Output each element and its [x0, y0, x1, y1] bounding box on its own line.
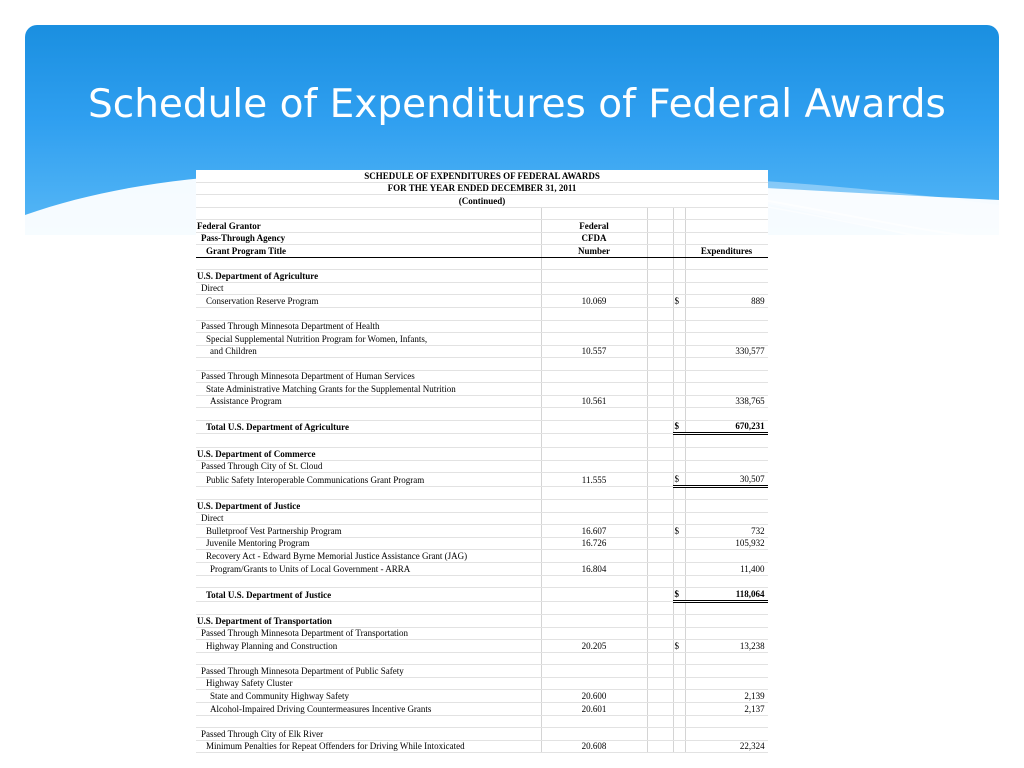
cfda-number-cell [541, 434, 647, 448]
table-row [196, 282, 768, 295]
program-title-cell [196, 486, 541, 500]
table-row [196, 512, 768, 525]
table-row [196, 395, 768, 408]
expenditure-amount-cell: 13,238 [685, 640, 768, 653]
cfda-number-cell [541, 500, 647, 513]
cfda-number-cell [541, 460, 647, 473]
blank-cell [685, 232, 768, 245]
schedule-table [196, 170, 768, 753]
blank-cell [647, 512, 673, 525]
program-title-cell: Direct [196, 282, 541, 295]
program-title-cell: Passed Through Minnesota Department of Transportation [196, 627, 541, 640]
blank-row [196, 434, 768, 448]
blank-row [196, 257, 768, 270]
expenditure-amount-cell: 732 [685, 525, 768, 538]
cfda-number-cell [541, 677, 647, 690]
program-title-cell: Passed Through Minnesota Department of Health [196, 320, 541, 333]
blank-cell [647, 550, 673, 563]
blank-cell [647, 383, 673, 396]
expenditure-amount-cell [685, 358, 768, 371]
cfda-number-cell [541, 270, 647, 283]
table-row [196, 562, 768, 575]
program-title-cell [196, 715, 541, 728]
dollar-sign-cell [673, 408, 685, 421]
blank-cell [647, 640, 673, 653]
blank-row [196, 652, 768, 665]
dollar-sign-cell [673, 512, 685, 525]
expenditure-amount-cell [685, 448, 768, 461]
expenditure-amount-cell [685, 370, 768, 383]
sheet-heading: (Continued) [196, 195, 768, 208]
program-title-cell [196, 601, 541, 615]
blank-row [196, 575, 768, 588]
table-row [196, 702, 768, 715]
table-row [196, 677, 768, 690]
program-title-cell [196, 575, 541, 588]
blank-cell [647, 728, 673, 741]
table-row [196, 728, 768, 741]
expenditure-amount-cell: 2,139 [685, 690, 768, 703]
sheet-heading-row [196, 182, 768, 195]
blank-cell [647, 320, 673, 333]
blank-cell [647, 370, 673, 383]
blank-cell [647, 562, 673, 575]
dollar-sign-cell [673, 320, 685, 333]
cfda-number-cell [541, 308, 647, 321]
expenditure-amount-cell [685, 408, 768, 421]
dollar-sign-cell [673, 434, 685, 448]
table-row [196, 270, 768, 283]
dollar-sign-cell [673, 627, 685, 640]
dollar-sign-cell [673, 333, 685, 346]
expenditure-amount-cell [685, 500, 768, 513]
blank-cell [673, 245, 685, 258]
cfda-number-cell [541, 383, 647, 396]
blank-cell [647, 473, 673, 487]
blank-row [196, 308, 768, 321]
cfda-number-cell [541, 512, 647, 525]
dollar-sign-cell [673, 308, 685, 321]
table-row [196, 383, 768, 396]
expenditure-amount-cell [685, 282, 768, 295]
sheet-heading: FOR THE YEAR ENDED DECEMBER 31, 2011 [196, 182, 768, 195]
blank-cell [647, 270, 673, 283]
expenditure-amount-cell: 338,765 [685, 395, 768, 408]
blank-cell [647, 232, 673, 245]
dollar-sign-cell [673, 575, 685, 588]
blank-cell [647, 677, 673, 690]
cfda-number-cell [541, 448, 647, 461]
blank-cell [673, 257, 685, 270]
table-row [196, 525, 768, 538]
cfda-number-cell [541, 320, 647, 333]
dollar-sign-cell [673, 270, 685, 283]
blank-cell [673, 232, 685, 245]
blank-cell [647, 627, 673, 640]
table-row [196, 460, 768, 473]
blank-cell [541, 257, 647, 270]
blank-cell [647, 702, 673, 715]
blank-cell [647, 575, 673, 588]
schedule-table-body [196, 170, 768, 753]
cfda-number-cell: 20.205 [541, 640, 647, 653]
cfda-number-cell: 10.561 [541, 395, 647, 408]
blank-cell [647, 333, 673, 346]
table-row [196, 295, 768, 308]
table-row [196, 615, 768, 628]
cfda-number-cell [541, 652, 647, 665]
dollar-sign-cell [673, 486, 685, 500]
program-title-cell: Direct [196, 512, 541, 525]
expenditure-amount-cell [685, 460, 768, 473]
dollar-sign-cell: $ [673, 640, 685, 653]
table-row [196, 665, 768, 678]
cfda-number-cell [541, 615, 647, 628]
blank-cell [647, 257, 673, 270]
expenditure-amount-cell [685, 575, 768, 588]
table-row [196, 588, 768, 602]
blank-row [196, 601, 768, 615]
table-row [196, 320, 768, 333]
program-title-cell: Assistance Program [196, 395, 541, 408]
blank-row [196, 486, 768, 500]
expenditure-amount-cell [685, 270, 768, 283]
cfda-number-cell: 20.600 [541, 690, 647, 703]
program-title-cell: Highway Planning and Construction [196, 640, 541, 653]
cfda-number-cell [541, 408, 647, 421]
cfda-number-cell [541, 627, 647, 640]
program-title-cell: Passed Through Minnesota Department of Public Safety [196, 665, 541, 678]
dollar-sign-cell [673, 677, 685, 690]
blank-cell [647, 220, 673, 233]
expenditure-amount-cell: 670,231 [685, 420, 768, 434]
column-header-row [196, 245, 768, 258]
program-title-cell: Total U.S. Department of Agriculture [196, 420, 541, 434]
cfda-number-cell: 10.069 [541, 295, 647, 308]
expenditure-amount-cell [685, 550, 768, 563]
column-header-cfda: Federal [541, 220, 647, 233]
dollar-sign-cell [673, 448, 685, 461]
expenditure-amount-cell [685, 434, 768, 448]
table-row [196, 370, 768, 383]
program-title-cell: Program/Grants to Units of Local Government - ARRA [196, 562, 541, 575]
cfda-number-cell: 10.557 [541, 345, 647, 358]
cfda-number-cell: 16.804 [541, 562, 647, 575]
expenditure-amount-cell [685, 652, 768, 665]
column-header-expenditures: Expenditures [685, 245, 768, 258]
expenditure-amount-cell [685, 728, 768, 741]
blank-cell [647, 460, 673, 473]
program-title-cell: and Children [196, 345, 541, 358]
expenditure-amount-cell [685, 383, 768, 396]
cfda-number-cell [541, 665, 647, 678]
expenditure-amount-cell: 30,507 [685, 473, 768, 487]
table-row [196, 740, 768, 753]
cfda-number-cell: 11.555 [541, 473, 647, 487]
expenditure-amount-cell [685, 665, 768, 678]
expenditure-amount-cell [685, 677, 768, 690]
program-title-cell: Bulletproof Vest Partnership Program [196, 525, 541, 538]
dollar-sign-cell: $ [673, 588, 685, 602]
expenditure-amount-cell: 889 [685, 295, 768, 308]
program-title-cell [196, 308, 541, 321]
blank-row [196, 358, 768, 371]
expenditure-amount-cell: 105,932 [685, 537, 768, 550]
dollar-sign-cell [673, 702, 685, 715]
dollar-sign-cell [673, 358, 685, 371]
table-row [196, 500, 768, 513]
program-title-cell [196, 408, 541, 421]
expenditure-amount-cell [685, 615, 768, 628]
program-title-cell: Conservation Reserve Program [196, 295, 541, 308]
blank-cell [647, 500, 673, 513]
column-header-title: Federal Grantor [196, 220, 541, 233]
dollar-sign-cell [673, 562, 685, 575]
expenditure-amount-cell [685, 512, 768, 525]
blank-cell [647, 207, 673, 220]
cfda-number-cell [541, 601, 647, 615]
expenditure-amount-cell: 118,064 [685, 588, 768, 602]
sheet-heading-row [196, 195, 768, 208]
table-row [196, 345, 768, 358]
blank-cell [647, 740, 673, 753]
cfda-number-cell [541, 333, 647, 346]
expenditure-amount-cell [685, 320, 768, 333]
blank-cell [647, 345, 673, 358]
expenditure-amount-cell [685, 486, 768, 500]
blank-cell [647, 715, 673, 728]
program-title-cell: Juvenile Mentoring Program [196, 537, 541, 550]
program-title-cell [196, 358, 541, 371]
program-title-cell: Highway Safety Cluster [196, 677, 541, 690]
cfda-number-cell: 16.607 [541, 525, 647, 538]
blank-row [196, 715, 768, 728]
sheet-heading: SCHEDULE OF EXPENDITURES OF FEDERAL AWARDS [196, 170, 768, 182]
cfda-number-cell [541, 282, 647, 295]
dollar-sign-cell [673, 690, 685, 703]
expenditure-amount-cell [685, 308, 768, 321]
blank-cell [673, 220, 685, 233]
table-row [196, 627, 768, 640]
dollar-sign-cell [673, 282, 685, 295]
cfda-number-cell [541, 575, 647, 588]
dollar-sign-cell [673, 550, 685, 563]
table-row [196, 420, 768, 434]
blank-cell [647, 615, 673, 628]
program-title-cell: Passed Through Minnesota Department of Human Services [196, 370, 541, 383]
program-title-cell: U.S. Department of Transportation [196, 615, 541, 628]
cfda-number-cell: 20.601 [541, 702, 647, 715]
dollar-sign-cell [673, 652, 685, 665]
blank-cell [647, 308, 673, 321]
table-row [196, 690, 768, 703]
column-header-title: Grant Program Title [196, 245, 541, 258]
blank-cell [647, 652, 673, 665]
blank-cell [196, 207, 541, 220]
blank-cell [647, 420, 673, 434]
blank-row [196, 207, 768, 220]
blank-cell [647, 537, 673, 550]
program-title-cell: U.S. Department of Agriculture [196, 270, 541, 283]
table-row [196, 473, 768, 487]
table-row [196, 448, 768, 461]
blank-cell [685, 220, 768, 233]
table-row [196, 550, 768, 563]
program-title-cell: Alcohol-Impaired Driving Countermeasures Incentive Grants [196, 702, 541, 715]
table-row [196, 333, 768, 346]
program-title-cell: U.S. Department of Justice [196, 500, 541, 513]
table-row [196, 537, 768, 550]
program-title-cell [196, 434, 541, 448]
expenditure-amount-cell: 22,324 [685, 740, 768, 753]
blank-row [196, 408, 768, 421]
blank-cell [647, 408, 673, 421]
blank-cell [647, 486, 673, 500]
dollar-sign-cell [673, 460, 685, 473]
slide-title: Schedule of Expenditures of Federal Awards [88, 82, 946, 127]
dollar-sign-cell [673, 370, 685, 383]
program-title-cell: Recovery Act - Edward Byrne Memorial Justice Assistance Grant (JAG) [196, 550, 541, 563]
cfda-number-cell [541, 358, 647, 371]
column-header-cfda: Number [541, 245, 647, 258]
blank-cell [647, 665, 673, 678]
blank-cell [647, 282, 673, 295]
dollar-sign-cell: $ [673, 295, 685, 308]
dollar-sign-cell [673, 601, 685, 615]
blank-cell [673, 207, 685, 220]
program-title-cell: Public Safety Interoperable Communications Grant Program [196, 473, 541, 487]
blank-cell [541, 207, 647, 220]
expenditure-amount-cell: 11,400 [685, 562, 768, 575]
cfda-number-cell [541, 715, 647, 728]
blank-cell [647, 358, 673, 371]
program-title-cell [196, 652, 541, 665]
table-row [196, 640, 768, 653]
dollar-sign-cell [673, 500, 685, 513]
blank-cell [196, 257, 541, 270]
dollar-sign-cell: $ [673, 473, 685, 487]
dollar-sign-cell [673, 665, 685, 678]
dollar-sign-cell [673, 740, 685, 753]
expenditure-amount-cell [685, 333, 768, 346]
cfda-number-cell [541, 486, 647, 500]
column-header-row [196, 220, 768, 233]
sheet-heading-row [196, 170, 768, 182]
dollar-sign-cell [673, 395, 685, 408]
blank-cell [647, 448, 673, 461]
program-title-cell: Minimum Penalties for Repeat Offenders for Driving While Intoxicated [196, 740, 541, 753]
blank-cell [685, 257, 768, 270]
expenditure-amount-cell [685, 715, 768, 728]
expenditure-amount-cell: 330,577 [685, 345, 768, 358]
expenditure-amount-cell [685, 601, 768, 615]
cfda-number-cell: 20.608 [541, 740, 647, 753]
dollar-sign-cell: $ [673, 525, 685, 538]
column-header-cfda: CFDA [541, 232, 647, 245]
blank-cell [647, 295, 673, 308]
blank-cell [647, 588, 673, 602]
cfda-number-cell [541, 550, 647, 563]
blank-cell [647, 395, 673, 408]
blank-cell [647, 245, 673, 258]
blank-cell [647, 525, 673, 538]
expenditure-amount-cell: 2,137 [685, 702, 768, 715]
spreadsheet-image [196, 170, 768, 768]
dollar-sign-cell [673, 715, 685, 728]
expenditure-amount-cell [685, 627, 768, 640]
blank-cell [647, 434, 673, 448]
dollar-sign-cell [673, 728, 685, 741]
dollar-sign-cell [673, 383, 685, 396]
cfda-number-cell [541, 370, 647, 383]
blank-cell [647, 690, 673, 703]
cfda-number-cell [541, 588, 647, 602]
column-header-title: Pass-Through Agency [196, 232, 541, 245]
program-title-cell: State and Community Highway Safety [196, 690, 541, 703]
cfda-number-cell: 16.726 [541, 537, 647, 550]
column-header-row [196, 232, 768, 245]
dollar-sign-cell: $ [673, 420, 685, 434]
program-title-cell: Total U.S. Department of Justice [196, 588, 541, 602]
dollar-sign-cell [673, 615, 685, 628]
blank-cell [647, 601, 673, 615]
cfda-number-cell [541, 420, 647, 434]
dollar-sign-cell [673, 537, 685, 550]
program-title-cell: U.S. Department of Commerce [196, 448, 541, 461]
cfda-number-cell [541, 728, 647, 741]
program-title-cell: Passed Through City of St. Cloud [196, 460, 541, 473]
program-title-cell: Passed Through City of Elk River [196, 728, 541, 741]
blank-cell [685, 207, 768, 220]
dollar-sign-cell [673, 345, 685, 358]
program-title-cell: State Administrative Matching Grants for the Supplemental Nutrition [196, 383, 541, 396]
program-title-cell: Special Supplemental Nutrition Program for Women, Infants, [196, 333, 541, 346]
